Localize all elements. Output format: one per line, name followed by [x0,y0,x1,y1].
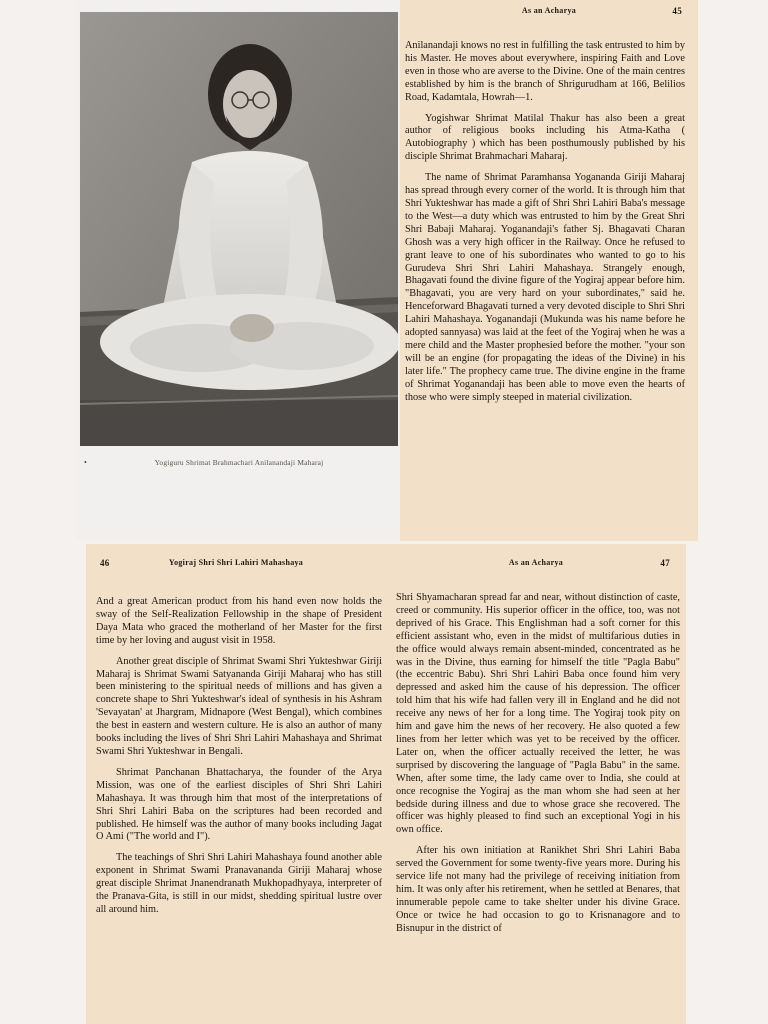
page-46 [86,544,386,1024]
page-number: 45 [672,6,682,16]
body-text [96,596,382,925]
photo-plate-page [76,0,402,541]
body-text [396,592,680,944]
page-number: 47 [660,558,670,568]
page-number: 46 [100,558,110,568]
portrait-photo [80,12,398,446]
page-45 [400,0,698,541]
running-head [400,6,698,20]
paragraph: The name of Shrimat Paramhansa Yogananda Giriji Maharaj has spread through every corner of the world. It is through him that Shri Yukteshwar has made a gift of Shri Shri Lahiri Baba's message to the West—a duty which was entrusted to him by the Great Shri Shri Babaji Maharaj. Yoganandaji's father Sj. Bhagavati Charan Ghosh was a very high officer in the Railway. Once he refused to grant leave to one of his subordinates who wanted to go to his Gurudeva Shri Shri Lahiri Mahashaya. Strangely enough, Bhagavati found the divine figure of the Yogiraj appear before him. "Bhagavati, you are very hard on your subordinates," said he. Henceforward Bhagavati turned a very devoted disciple to Shri Shri Lahiri Mahashaya. Yoganandaji (Mukunda was his name before he adopted sannyasa) was laid at the feet of the Yogiraj when he was a mere child and the Master prophesied before the mother. "your son will be an engine (for propagating the ideas of the Divine) in his later life." The prophecy came true. The divine engine in the frame of Shrimat Yoganandaji has been able to move even the hearts of those who were simply steeped in material civilization. [405,172,685,403]
running-head [386,558,686,572]
page-47 [386,544,686,1024]
running-title: As an Acharya [521,6,577,15]
running-title: As an Acharya [508,558,564,567]
running-head [86,558,386,572]
body-text [405,40,685,412]
paragraph: Another great disciple of Shrimat Swami Shri Yukteshwar Giriji Maharaj is Shrimat Swami Satyananda Giriji Maharaj who has still been ministering to the spiritual needs of millions and has given a concrete shape to Shri Yukteshwar's ideal of synthesis in his Ashram 'Sevayatan' at Jhargram, Midnapore (West Bengal), which combines the best in eastern and western culture. He is also an author of many books including the lives of Shri Shri Lahiri Mahashaya and Shrimat Swami Shri Yukteshwar in Bengali. [96,655,382,757]
photo-caption: Yogiguru Shrimat Brahmachari Anilanandaji Maharaj [154,458,324,467]
paragraph: After his own initiation at Ranikhet Shri Shri Lahiri Baba served the Government for some twenty-five years more. During his service life not many had the privilege of receiving initiation from him. It was only after his retirement, when he settled at Benares, that innumerable pepole came to take shelter under his divine Grace. Once or twice he had occasion to go to Krisnanagore and to Bisnupur in the district of [396,845,680,934]
paragraph: Shrimat Panchanan Bhattacharya, the founder of the Arya Mission, was one of the earliest disciples of Shri Shri Lahiri Mahashaya. It was through him that most of the interpretations of Shri Shri Lahiri Baba on the scriptures had been recorded and published. He himself was the author of many books including Jagat O Ami ("The world and I"). [96,766,382,843]
caption-mark: • [84,458,87,467]
paragraph: And a great American product from his hand even now holds the sway of the Self-Realization Fellowship in the shape of President Daya Mata who graced the motherland of her Master for the first time by her loving and august visit in 1958. [96,596,382,646]
seated-yogi-illustration [80,12,398,446]
paragraph: Shri Shyamacharan spread far and near, without distinction of caste, creed or community. His superior officer in the office, too, was not deprived of his Grace. This Englishman had a soft corner for this efficient assistant who, even in the midst of multifarious duties in the office would always remain absent-minded, concentrated as he was in the Divine, thus earning for himself the title "Pagla Babu" (the eccentric Babu). Shri Shri Lahiri Baba once found him very depressed and asked him the cause of his depression. The officer told him that his wife had fallen very ill in England and he did not receive any news of her for a long time. The Yogiraj took pity on him and gave him the news of her recovery. He also quoted a few lines from her letter which was yet to be received by the officer. Later on, when the officer actually received the letter, he was surprised by discovering the language of "Pagla Babu" in the same. When, after some time, the lady came over to India, she could at once recognise the Yogiraj as the man whom she had seen at her bedside during illness and due to whose grace she recovered. The officer was highly pleased to find such an exceptional Yogi in his own office. [396,592,680,836]
running-title: Yogiraj Shri Shri Lahiri Mahashaya [168,558,304,567]
paragraph: The teachings of Shri Shri Lahiri Mahashaya found another able exponent in Shrimat Swami Pranavananda Giriji Maharaj whose great disciple Shrimat Jnanendranath Mukhopadhyaya, interpreter of the Pranava-Gita, is still in our midst, shedding spiritual lustre over all around him. [96,852,382,915]
paragraph: Yogishwar Shrimat Matilal Thakur has also been a great author of religious books including his Atma-Katha ( Autobiography ) which has been posthumously published by his disciple Shrimat Brahmachari Maharaj. [405,112,685,163]
paragraph: Anilanandaji knows no rest in fulfilling the task entrusted to him by his Master. He moves about everywhere, inspiring Faith and Love even in those who are averse to the Divine. One of the main centres established by him is the branch of Shrigurudham at 166, Belilios Road, Kadamtala, Howrah—1. [405,40,685,103]
